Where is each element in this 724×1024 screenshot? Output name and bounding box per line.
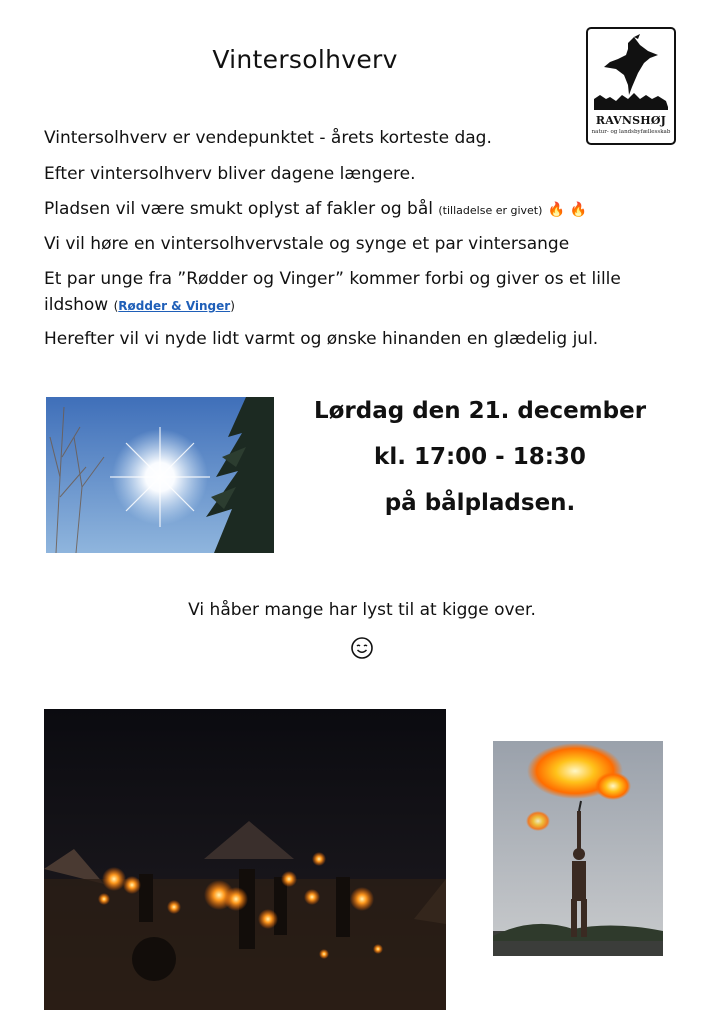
fire-breather-photo bbox=[493, 741, 663, 956]
rodder-vinger-link[interactable]: Rødder & Vinger bbox=[118, 299, 231, 313]
intro-line-4: Vi vil høre en vintersolhvervstale og synge et par vintersange bbox=[44, 234, 570, 254]
page-title: Vintersolhverv bbox=[212, 45, 398, 74]
intro-line-3 bbox=[44, 197, 664, 223]
winter-sun-photo bbox=[46, 397, 274, 553]
smiley-icon bbox=[350, 636, 374, 664]
intro-line-3-main: Pladsen vil være smukt oplyst af fakler og bål bbox=[44, 199, 433, 219]
paren-close: ) bbox=[230, 299, 235, 313]
closing-text: Vi håber mange har lyst til at kigge over. bbox=[188, 600, 536, 620]
logo-subtitle: natur- og landsbyfællesskab bbox=[591, 129, 671, 135]
fire-show-night-photo bbox=[44, 709, 446, 1010]
intro-line-5a: Et par unge fra ”Rødder og Vinger” kommer forbi og giver os et lille bbox=[44, 269, 621, 289]
intro-line-2: Efter vintersolhverv bliver dagene længere. bbox=[44, 164, 416, 184]
event-time: kl. 17:00 - 18:30 bbox=[374, 444, 586, 470]
fire-icon: 🔥 🔥 bbox=[547, 202, 588, 218]
intro-line-5b-text: ildshow bbox=[44, 295, 109, 315]
event-date: Lørdag den 21. december bbox=[313, 398, 647, 424]
intro-line-6: Herefter vil vi nyde lidt varmt og ønske hinanden en glædelig jul. bbox=[44, 329, 599, 349]
intro-line-1: Vintersolhverv er vendepunktet - årets korteste dag. bbox=[44, 128, 492, 148]
intro-line-5b bbox=[44, 293, 664, 318]
logo-name: RAVNSHØJ bbox=[595, 114, 667, 127]
permission-note: (tilladelse er givet) bbox=[438, 204, 543, 217]
event-place: på bålpladsen. bbox=[384, 490, 576, 516]
paren-open: ( bbox=[113, 299, 119, 313]
